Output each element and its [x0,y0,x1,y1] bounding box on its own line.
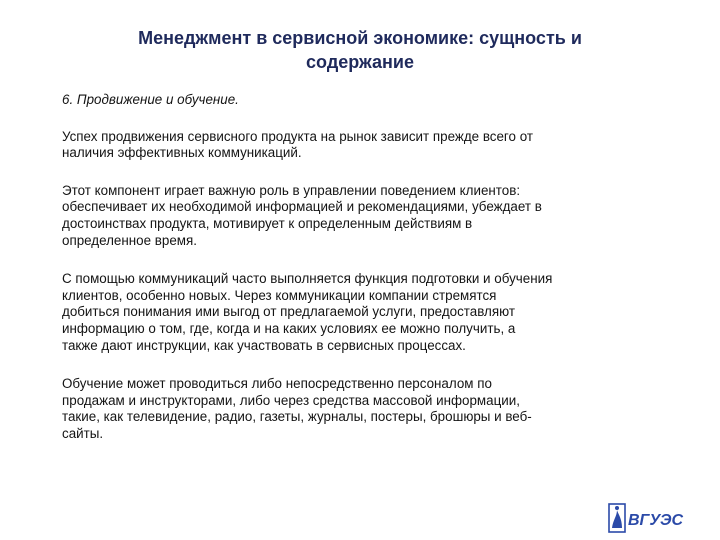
university-logo [608,502,692,534]
slide-content [62,92,662,443]
logo-emblem-head [615,506,619,510]
paragraph-4: Обучение может проводиться либо непосредственно персоналом по продажам и инструкторами, либо через средства массовой информации, такие, как телевидение, радио, газеты, журналы, постеры, брошюры и веб- сайты. [62,376,532,441]
paragraph-1: Успех продвижения сервисного продукта на рынок зависит прежде всего от наличия эффективных коммуникаций. [62,128,533,161]
slide-title: Менеджмент в сервисной экономике: сущность и содержание [138,28,582,72]
paragraph-2: Этот компонент играет важную роль в управлении поведением клиентов: обеспечивает их необходимой информацией и рекомендациями, убеждает в достоинствах продукта, мотивирует к определенным действиям в определенное время. [62,182,542,248]
logo-emblem-figure [612,510,622,528]
section-subtitle: 6. Продвижение и обучение. [62,92,239,107]
university-logo-icon [608,502,692,534]
logo-wordmark: ВГУЭС [628,512,684,529]
paragraph-3: С помощью коммуникаций часто выполняется функция подготовки и обучения клиентов, особенно новых. Через коммуникации компании стремятся добиться понимания ими выгод от предлагаемой услуги, предоставляют информацию о том, где, когда и на каких условиях ее можно получить, а также дают инструкции, как участвовать в сервисных процессах. [62,271,553,353]
